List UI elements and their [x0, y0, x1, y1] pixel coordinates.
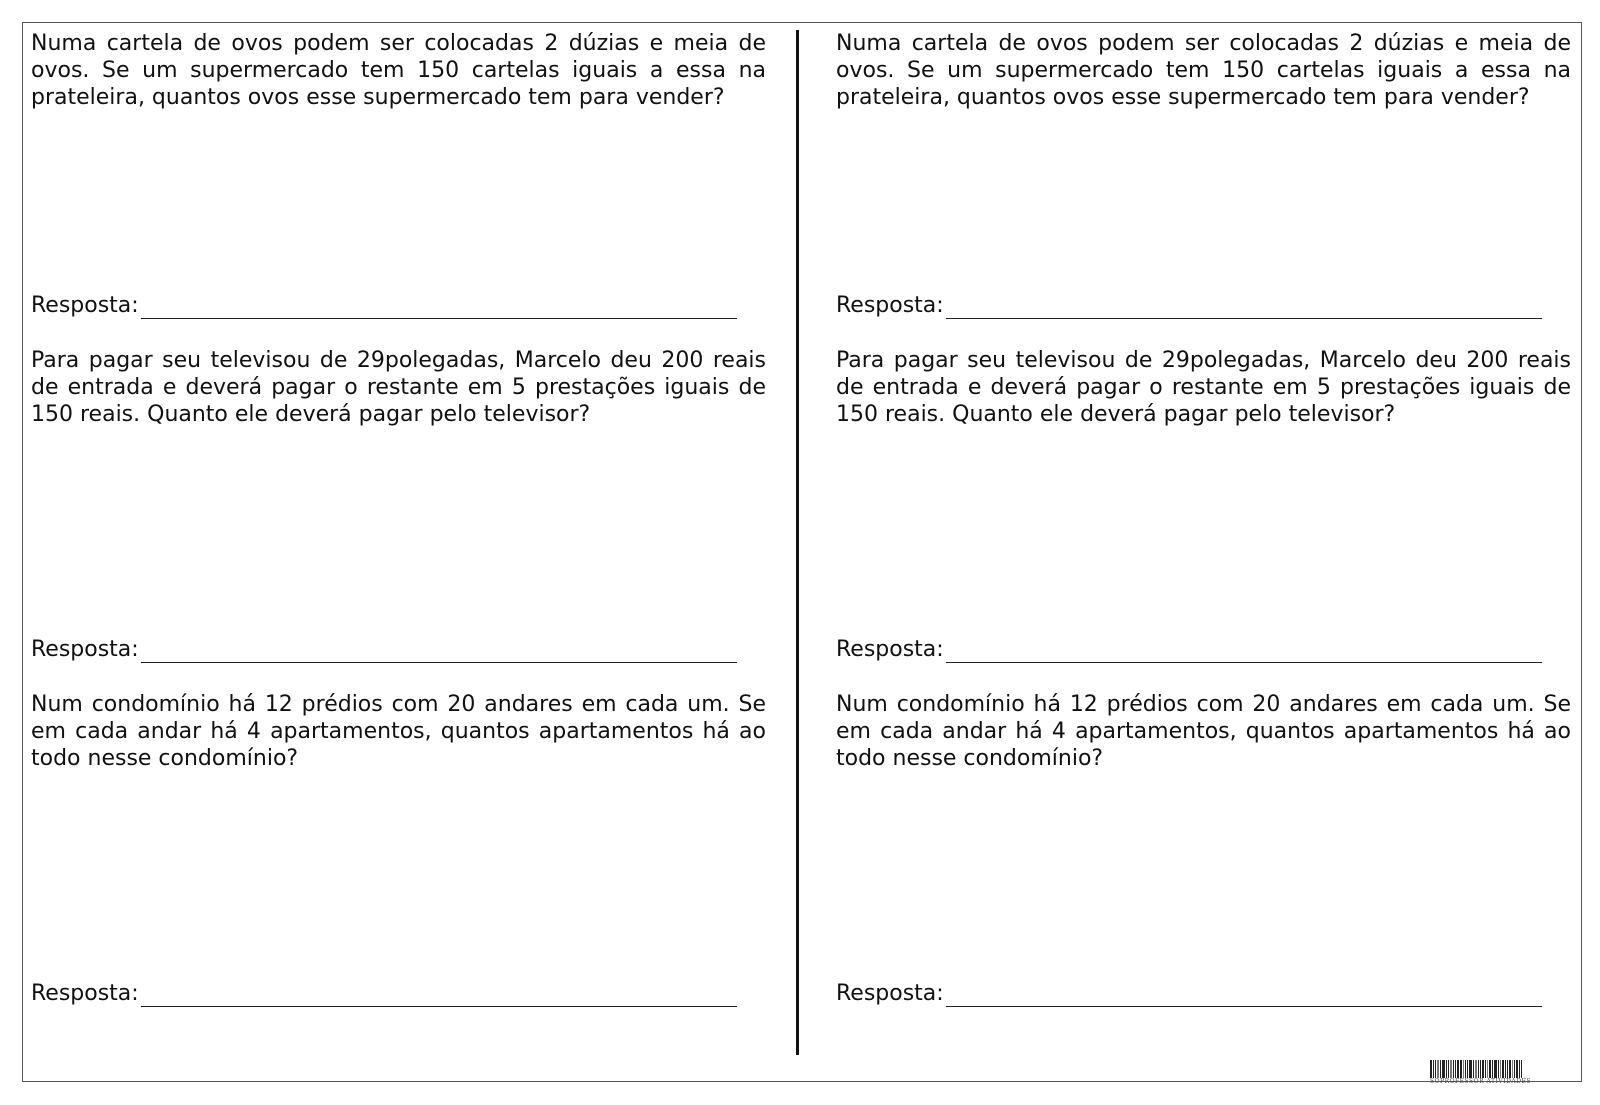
answer-line[interactable] [946, 986, 1542, 1007]
answer-label: Resposta: [836, 637, 944, 662]
barcode-bar [1514, 1060, 1515, 1078]
column-divider [796, 30, 799, 1055]
answer-line[interactable] [141, 986, 737, 1007]
barcode-bar [1505, 1060, 1506, 1078]
answer-label: Resposta: [31, 637, 139, 662]
barcode-bar [1500, 1060, 1501, 1078]
barcode-bar [1519, 1060, 1520, 1078]
answer-line[interactable] [946, 298, 1542, 319]
barcode-bar [1469, 1060, 1472, 1078]
answer-label: Resposta: [31, 293, 139, 318]
barcode-bar [1487, 1060, 1488, 1078]
answer-row [31, 636, 737, 663]
barcode-bar [1437, 1060, 1439, 1078]
answer-row [836, 636, 1542, 663]
answer-label: Resposta: [836, 293, 944, 318]
answer-label: Resposta: [31, 981, 139, 1006]
barcode-bar [1463, 1060, 1464, 1078]
barcode-bar [1448, 1060, 1449, 1078]
problem-text: Numa cartela de ovos podem ser colocadas 2 dúzias e meia de ovos. Se um supermercado tem 150 cartelas iguais a essa na prateleira, quantos ovos esse supermercado tem para vender? [836, 31, 1571, 110]
barcode-bar [1457, 1060, 1459, 1078]
barcode-bar [1467, 1060, 1468, 1078]
worksheet-border [22, 22, 1582, 1082]
barcode-bar [1442, 1060, 1445, 1078]
problem-text: Para pagar seu televisou de 29polegadas, Marcelo deu 200 reais de entrada e deverá pagar o restante em 5 prestações iguais de 150 reais. Quanto ele deverá pagar pelo televisor? [836, 348, 1571, 427]
barcode-icon [1430, 1060, 1560, 1078]
barcode-bar [1482, 1060, 1484, 1078]
barcode-bar [1478, 1060, 1479, 1078]
barcode-bar [1465, 1060, 1466, 1078]
problem-text: Para pagar seu televisou de 29polegadas, Marcelo deu 200 reais de entrada e deverá pagar o restante em 5 prestações iguais de 150 reais. Quanto ele deverá pagar pelo televisor? [31, 348, 766, 427]
watermark-text: SOPROFESSOR ATIVIDADES [1430, 1078, 1532, 1085]
barcode-bar [1516, 1060, 1518, 1078]
barcode-bar [1480, 1060, 1481, 1078]
answer-row [31, 292, 737, 319]
barcode-bar [1433, 1060, 1434, 1078]
barcode-bar [1521, 1060, 1522, 1078]
barcode-bar [1473, 1060, 1474, 1078]
barcode-bar [1502, 1060, 1504, 1078]
barcode-bar [1440, 1060, 1441, 1078]
answer-label: Resposta: [836, 981, 944, 1006]
barcode-bar [1435, 1060, 1436, 1078]
barcode-bar [1430, 1060, 1432, 1078]
barcode-bar [1509, 1060, 1511, 1078]
barcode-watermark [1430, 1060, 1560, 1086]
barcode-bar [1485, 1060, 1486, 1078]
problem-text: Num condomínio há 12 prédios com 20 andares em cada um. Se em cada andar há 4 apartamentos, quantos apartamentos há ao todo nesse condomínio? [31, 692, 766, 771]
barcode-bar [1489, 1060, 1491, 1078]
answer-line[interactable] [141, 642, 737, 663]
barcode-bar [1446, 1060, 1447, 1078]
answer-line[interactable] [946, 642, 1542, 663]
barcode-bar [1492, 1060, 1493, 1078]
barcode-bar [1453, 1060, 1454, 1078]
problem-text: Num condomínio há 12 prédios com 20 andares em cada um. Se em cada andar há 4 apartamentos, quantos apartamentos há ao todo nesse condomínio? [836, 692, 1571, 771]
barcode-bar [1507, 1060, 1508, 1078]
barcode-bar [1450, 1060, 1452, 1078]
barcode-bar [1494, 1060, 1497, 1078]
barcode-bar [1512, 1060, 1513, 1078]
answer-row [836, 980, 1542, 1007]
problem-text: Numa cartela de ovos podem ser colocadas 2 dúzias e meia de ovos. Se um supermercado tem 150 cartelas iguais a essa na prateleira, quantos ovos esse supermercado tem para vender? [31, 31, 766, 110]
barcode-bar [1498, 1060, 1499, 1078]
answer-row [31, 980, 737, 1007]
barcode-bar [1475, 1060, 1477, 1078]
barcode-bar [1460, 1060, 1462, 1078]
barcode-bar [1455, 1060, 1456, 1078]
answer-row [836, 292, 1542, 319]
answer-line[interactable] [141, 298, 737, 319]
